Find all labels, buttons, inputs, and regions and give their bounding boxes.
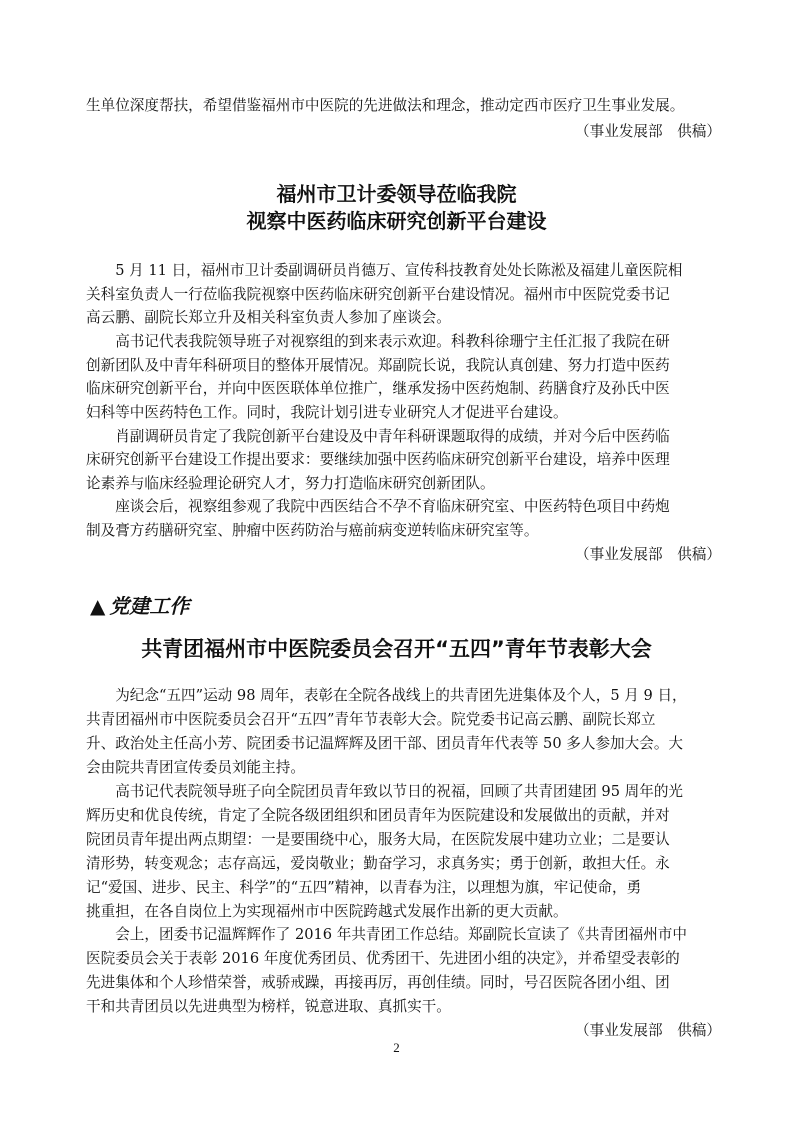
article1-title-line2: 视察中医药临床研究创新平台建设	[246, 209, 547, 233]
article1-line: 高云鹏、副院长郑立升及相关科室负责人参加了座谈会。	[86, 309, 451, 326]
article1-line: 临床研究创新平台，并向中医医联体单位推广，继承发扬中医药炮制、药膳食疗及孙氏中医	[86, 380, 670, 397]
article2-line: 会上，团委书记温辉辉作了 2016 年共青团工作总结。郑副院长宣读了《共青团福州市中	[115, 926, 687, 943]
article2-line: 升、政治处主任高小芳、院团委书记温辉辉及团干部、团员青年代表等 50 多人参加大会。大	[86, 735, 684, 752]
article2-signature: （事业发展部 供稿）	[575, 1022, 721, 1039]
carryover-signature: （事业发展部 供稿）	[575, 123, 721, 140]
article2-line: 院团员青年提出两点期望：一是要围绕中心，服务大局，在医院发展中建功立业；二是要认	[86, 831, 670, 848]
article2-line: 记“爱国、进步、民主、科学”的“五四”精神，以青春为注，以理想为旗，牢记使命，勇	[86, 879, 642, 896]
article1-line: 5 月 11 日，福州市卫计委副调研员肖德万、宣传科技教育处处长陈淞及福建儿童医院相	[115, 262, 683, 279]
article2-line: 高书记代表院领导班子向全院团员青年致以节日的祝福，回顾了共青团建团 95 周年的光	[115, 783, 684, 800]
section-heading	[90, 592, 189, 620]
article1-signature: （事业发展部 供稿）	[575, 546, 721, 563]
article2-line: 辉历史和优良传统，肯定了全院各级团组织和团员青年为医院建设和发展做出的贡献，并对	[86, 807, 670, 824]
article1-line: 床研究创新平台建设工作提出要求：要继续加强中医药临床研究创新平台建设，培养中医理	[86, 451, 670, 468]
article1-line: 高书记代表我院领导班子对视察组的到来表示欢迎。科教科徐珊宁主任汇报了我院在研	[115, 333, 670, 350]
article1-title-line1: 福州市卫计委领导莅临我院	[276, 182, 517, 206]
article1-line: 论素养与临床经验理论研究人才，努力打造临床研究创新团队。	[86, 475, 495, 492]
article2-line: 为纪念“五四”运动 98 周年，表彰在全院各战线上的共青团先进集体及个人，5 月 9 日，	[115, 687, 687, 704]
triangle-marker-icon: ▲	[90, 594, 106, 618]
article2-line: 共青团福州市中医院委员会召开“五四”青年节表彰大会。院党委书记高云鹏、副院长郑立	[86, 711, 656, 728]
article1-line: 妇科等中医药特色工作。同时，我院计划引进专业研究人才促进平台建设。	[86, 404, 568, 421]
article1-line: 关科室负责人一行莅临我院视察中医药临床研究创新平台建设情况。福州市中医院党委书记	[86, 286, 670, 303]
article1-line: 创新团队及中青年科研项目的整体开展情况。郑副院长说，我院认真创建、努力打造中医药	[86, 357, 670, 374]
section-heading-text: 党建工作	[109, 594, 190, 618]
article2-line: 清形势，转变观念；志存高远，爱岗敬业；勤奋学习，求真务实；勇于创新，敢担大任。永	[86, 855, 670, 872]
article2-title: 共青团福州市中医院委员会召开“五四”青年节表彰大会	[141, 637, 652, 661]
article1-line: 制及膏方药膳研究室、肿瘤中医药防治与癌前病变逆转临床研究室等。	[86, 522, 539, 539]
article2-line: 会由院共青团宣传委员刘能主持。	[86, 759, 305, 776]
article2-line: 挑重担，在各自岗位上为实现福州市中医院跨越式发展作出新的更大贡献。	[86, 903, 568, 920]
carryover-line: 生单位深度帮扶，希望借鉴福州市中医院的先进做法和理念，推动定西市医疗卫生事业发展。	[86, 97, 685, 114]
article1-line: 座谈会后，视察组参观了我院中西医结合不孕不育临床研究室、中医药特色项目中药炮	[115, 498, 670, 515]
article1-line: 肖副调研员肯定了我院创新平台建设及中青年科研课题取得的成绩，并对今后中医药临	[115, 428, 670, 445]
article2-line: 先进集体和个人珍惜荣誉，戒骄戒躁，再接再厉，再创佳绩。同时，号召医院各团小组、团	[86, 974, 670, 991]
page-number: 2	[393, 1040, 400, 1055]
article2-line: 干和共青团员以先进典型为榜样，锐意进取、真抓实干。	[86, 998, 451, 1015]
article2-line: 医院委员会关于表彰 2016 年度优秀团员、优秀团干、先进团小组的决定》，并希望受表彰的	[86, 950, 680, 967]
